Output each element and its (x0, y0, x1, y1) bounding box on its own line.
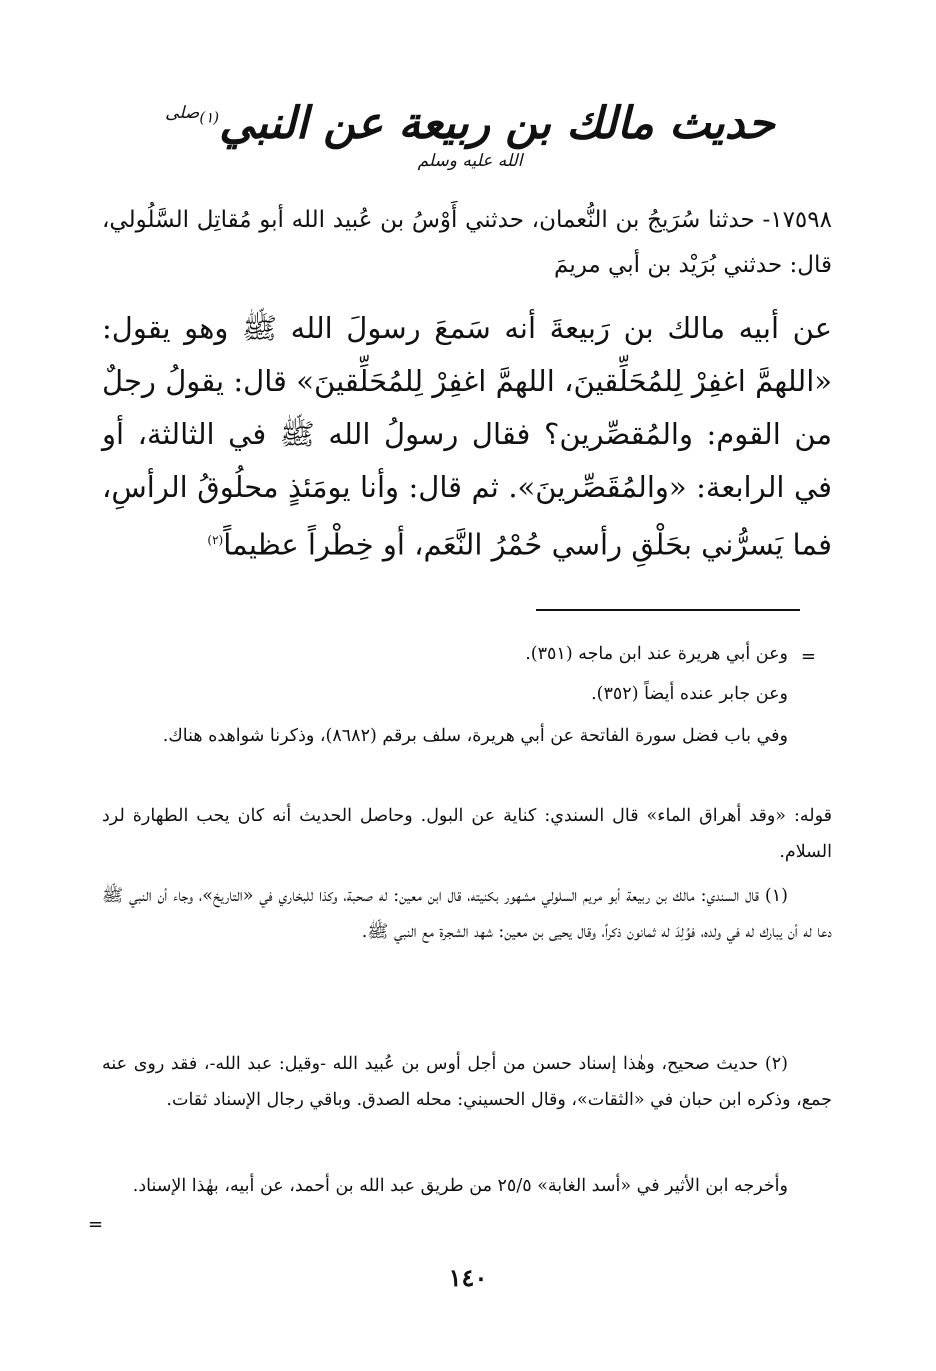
hadith-matn (102, 302, 832, 572)
title-footnote-mark: (١) (199, 108, 220, 127)
footnote-paragraph: وأخرجه ابن الأثير في «أسد الغابة» ٢٥/٥ من طريق عبد الله بن أحمد، عن أبيه، بهٰذا الإسناد. (132, 1176, 788, 1196)
footnote-2: (٢) حديث صحيح، وهٰذا إسناد حسن من أجل أوس بن عُبيد الله -وقيل: عبد الله-، فقد روى عنه جمع، وذكره ابن حبان في «الثقات»، وقال الحسيني: محله الصدق. وباقي رجال الإسناد ثقات. (102, 1054, 832, 1110)
hadith-matn-text: عن أبيه مالك بن رَبيعةَ أنه سَمعَ رسولَ الله ﷺ وهو يقول: «اللهمَّ اغفِرْ لِلمُحَلِّقينَ، اللهمَّ اغفِرْ لِلمُحَلِّقينَ» قال: يقولُ رجلٌ من القوم: والمُقصِّرين؟ فقال رسولُ الله ﷺ في الثالثة، أو في الرابعة: «والمُقَصِّرينَ». ثم قال: وأنا يومَئذٍ محلُوقُ الرأسِ، فما يَسرُّني بحَلْقِ رأسي حُمْرُ النَّعَم، أو خِطْراً عظيماً (102, 311, 832, 562)
page-number: ١٤٠ (448, 1263, 488, 1292)
continuation-mark-top: = (800, 646, 816, 667)
matn-footnote-mark: (٢) (207, 533, 224, 547)
hadith-isnad: ١٧٥٩٨- حدثنا سُرَيجُ بن النُّعمان، حدثني أَوْسُ بن عُبيد الله أبو مُقاتِل السَّلُولي، قال: حدثني بُرَيْد بن أبي مريمَ (102, 207, 832, 278)
footnote-paragraph: وفي باب فضل سورة الفاتحة عن أبي هريرة، سلف برقم (٨٦٨٢)، وذكرنا شواهده هناك. (162, 726, 788, 746)
continuation-mark-bottom: = (88, 1214, 104, 1235)
chapter-title-text: حديث مالك بن ربيعة عن النبي (219, 98, 775, 149)
footnote-1: (١) قال السندي: مالك بن ربيعة أبو مريم السلولي مشهور بكنيته، قال ابن معين: له صحبة، وكذا للبخاري في «التاريخ»، وجاء أن النبي ﷺ دعا له أن يبارك له في ولده، فوُلِدَ له ثمانون ذكراً، وقال يحيى بن معين: شهد الشجرة مع النبي ﷺ. (102, 886, 832, 942)
footnote-line: وعن جابر عنده أيضاً (٣٥٢). (591, 684, 788, 704)
footnote-line: وعن أبي هريرة عند ابن ماجه (٣٥١). (525, 644, 788, 664)
footnote-paragraph: قوله: «وقد أهراق الماء» قال السندي: كناية عن البول. وحاصل الحديث أنه كان يحب الطهارة لرد السلام. (102, 806, 832, 862)
footnote-separator (536, 609, 800, 611)
honorific-calligraphy: صلى الله عليه وسلم (165, 103, 523, 172)
chapter-title (160, 100, 780, 197)
